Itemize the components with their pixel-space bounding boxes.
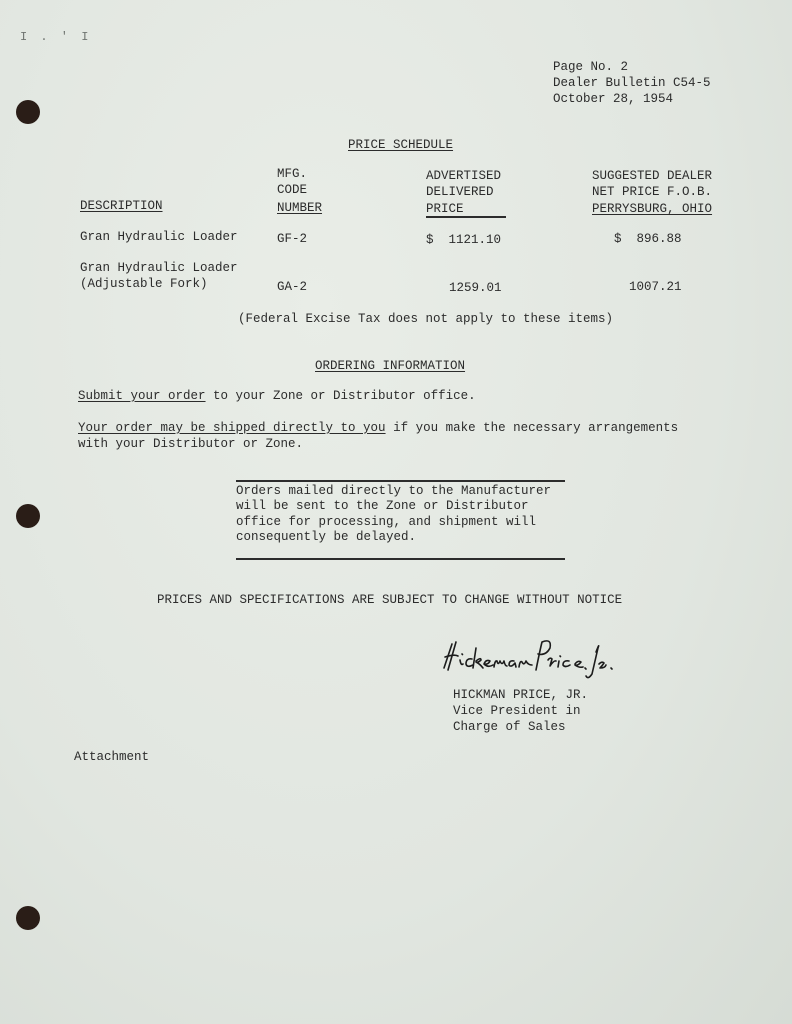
col-header-advertised-1: ADVERTISED xyxy=(426,169,502,183)
col-header-dealer-3: PERRYSBURG, OHIO xyxy=(592,202,713,216)
price-disclaimer: PRICES AND SPECIFICATIONS ARE SUBJECT TO CHANGE WITHOUT NOTICE xyxy=(157,593,623,607)
row2-description-line1: Gran Hydraulic Loader xyxy=(80,261,238,275)
binder-hole-bottom xyxy=(16,906,40,930)
bulletin-number: Dealer Bulletin C54-5 xyxy=(553,76,711,90)
notice-line-4: consequently be delayed. xyxy=(236,530,417,544)
col-header-code-2: CODE xyxy=(277,183,308,197)
notice-bottom-rule xyxy=(236,558,565,560)
page-number: Page No. 2 xyxy=(553,60,629,74)
ordering-p1-rest: to your Zone or Distributor office. xyxy=(205,389,476,403)
row1-dealer-price: $ 896.88 xyxy=(614,232,682,246)
price-schedule-title: PRICE SCHEDULE xyxy=(348,138,454,152)
row1-advertised-price: $ 1121.10 xyxy=(426,233,502,247)
col-header-dealer-2: NET PRICE F.O.B. xyxy=(592,185,713,199)
handwritten-signature xyxy=(436,630,616,684)
bulletin-date: October 28, 1954 xyxy=(553,92,674,106)
signer-title-line1: Vice President in xyxy=(453,704,581,718)
row2-description-line2: (Adjustable Fork) xyxy=(80,277,208,291)
col-header-dealer-1: SUGGESTED DEALER xyxy=(592,169,713,183)
row1-code: GF-2 xyxy=(277,232,308,246)
advertised-underline xyxy=(426,216,506,218)
ordering-paragraph-1 xyxy=(78,388,476,404)
col-header-advertised-3: PRICE xyxy=(426,202,464,216)
ordering-paragraph-2-line1 xyxy=(78,420,678,436)
notice-line-3: office for processing, and shipment will xyxy=(236,515,537,529)
corner-mark: I . ' I xyxy=(20,30,92,44)
binder-hole-top xyxy=(16,100,40,124)
notice-top-rule xyxy=(236,480,565,482)
ordering-p2-rest: if you make the necessary arrangements xyxy=(385,421,679,435)
col-header-advertised-2: DELIVERED xyxy=(426,185,494,199)
row1-description: Gran Hydraulic Loader xyxy=(80,230,238,244)
ordering-p2-underlined: Your order may be shipped directly to you xyxy=(78,421,386,435)
attachment-note: Attachment xyxy=(74,750,150,764)
col-header-code-3: NUMBER xyxy=(277,201,323,215)
ordering-p1-underlined: Submit your order xyxy=(78,389,206,403)
ordering-paragraph-2-line2: with your Distributor or Zone. xyxy=(78,437,304,451)
notice-line-1: Orders mailed directly to the Manufacturer xyxy=(236,484,552,498)
row2-advertised-price: 1259.01 xyxy=(449,281,502,295)
row2-dealer-price: 1007.21 xyxy=(629,280,682,294)
binder-hole-middle xyxy=(16,504,40,528)
row2-code: GA-2 xyxy=(277,280,308,294)
col-header-code-1: MFG. xyxy=(277,167,308,181)
ordering-title: ORDERING INFORMATION xyxy=(315,359,466,373)
signer-title-line2: Charge of Sales xyxy=(453,720,566,734)
tax-note: (Federal Excise Tax does not apply to these items) xyxy=(238,312,614,326)
notice-line-2: will be sent to the Zone or Distributor xyxy=(236,499,529,513)
signer-name: HICKMAN PRICE, JR. xyxy=(453,688,589,702)
col-header-description: DESCRIPTION xyxy=(80,199,163,213)
